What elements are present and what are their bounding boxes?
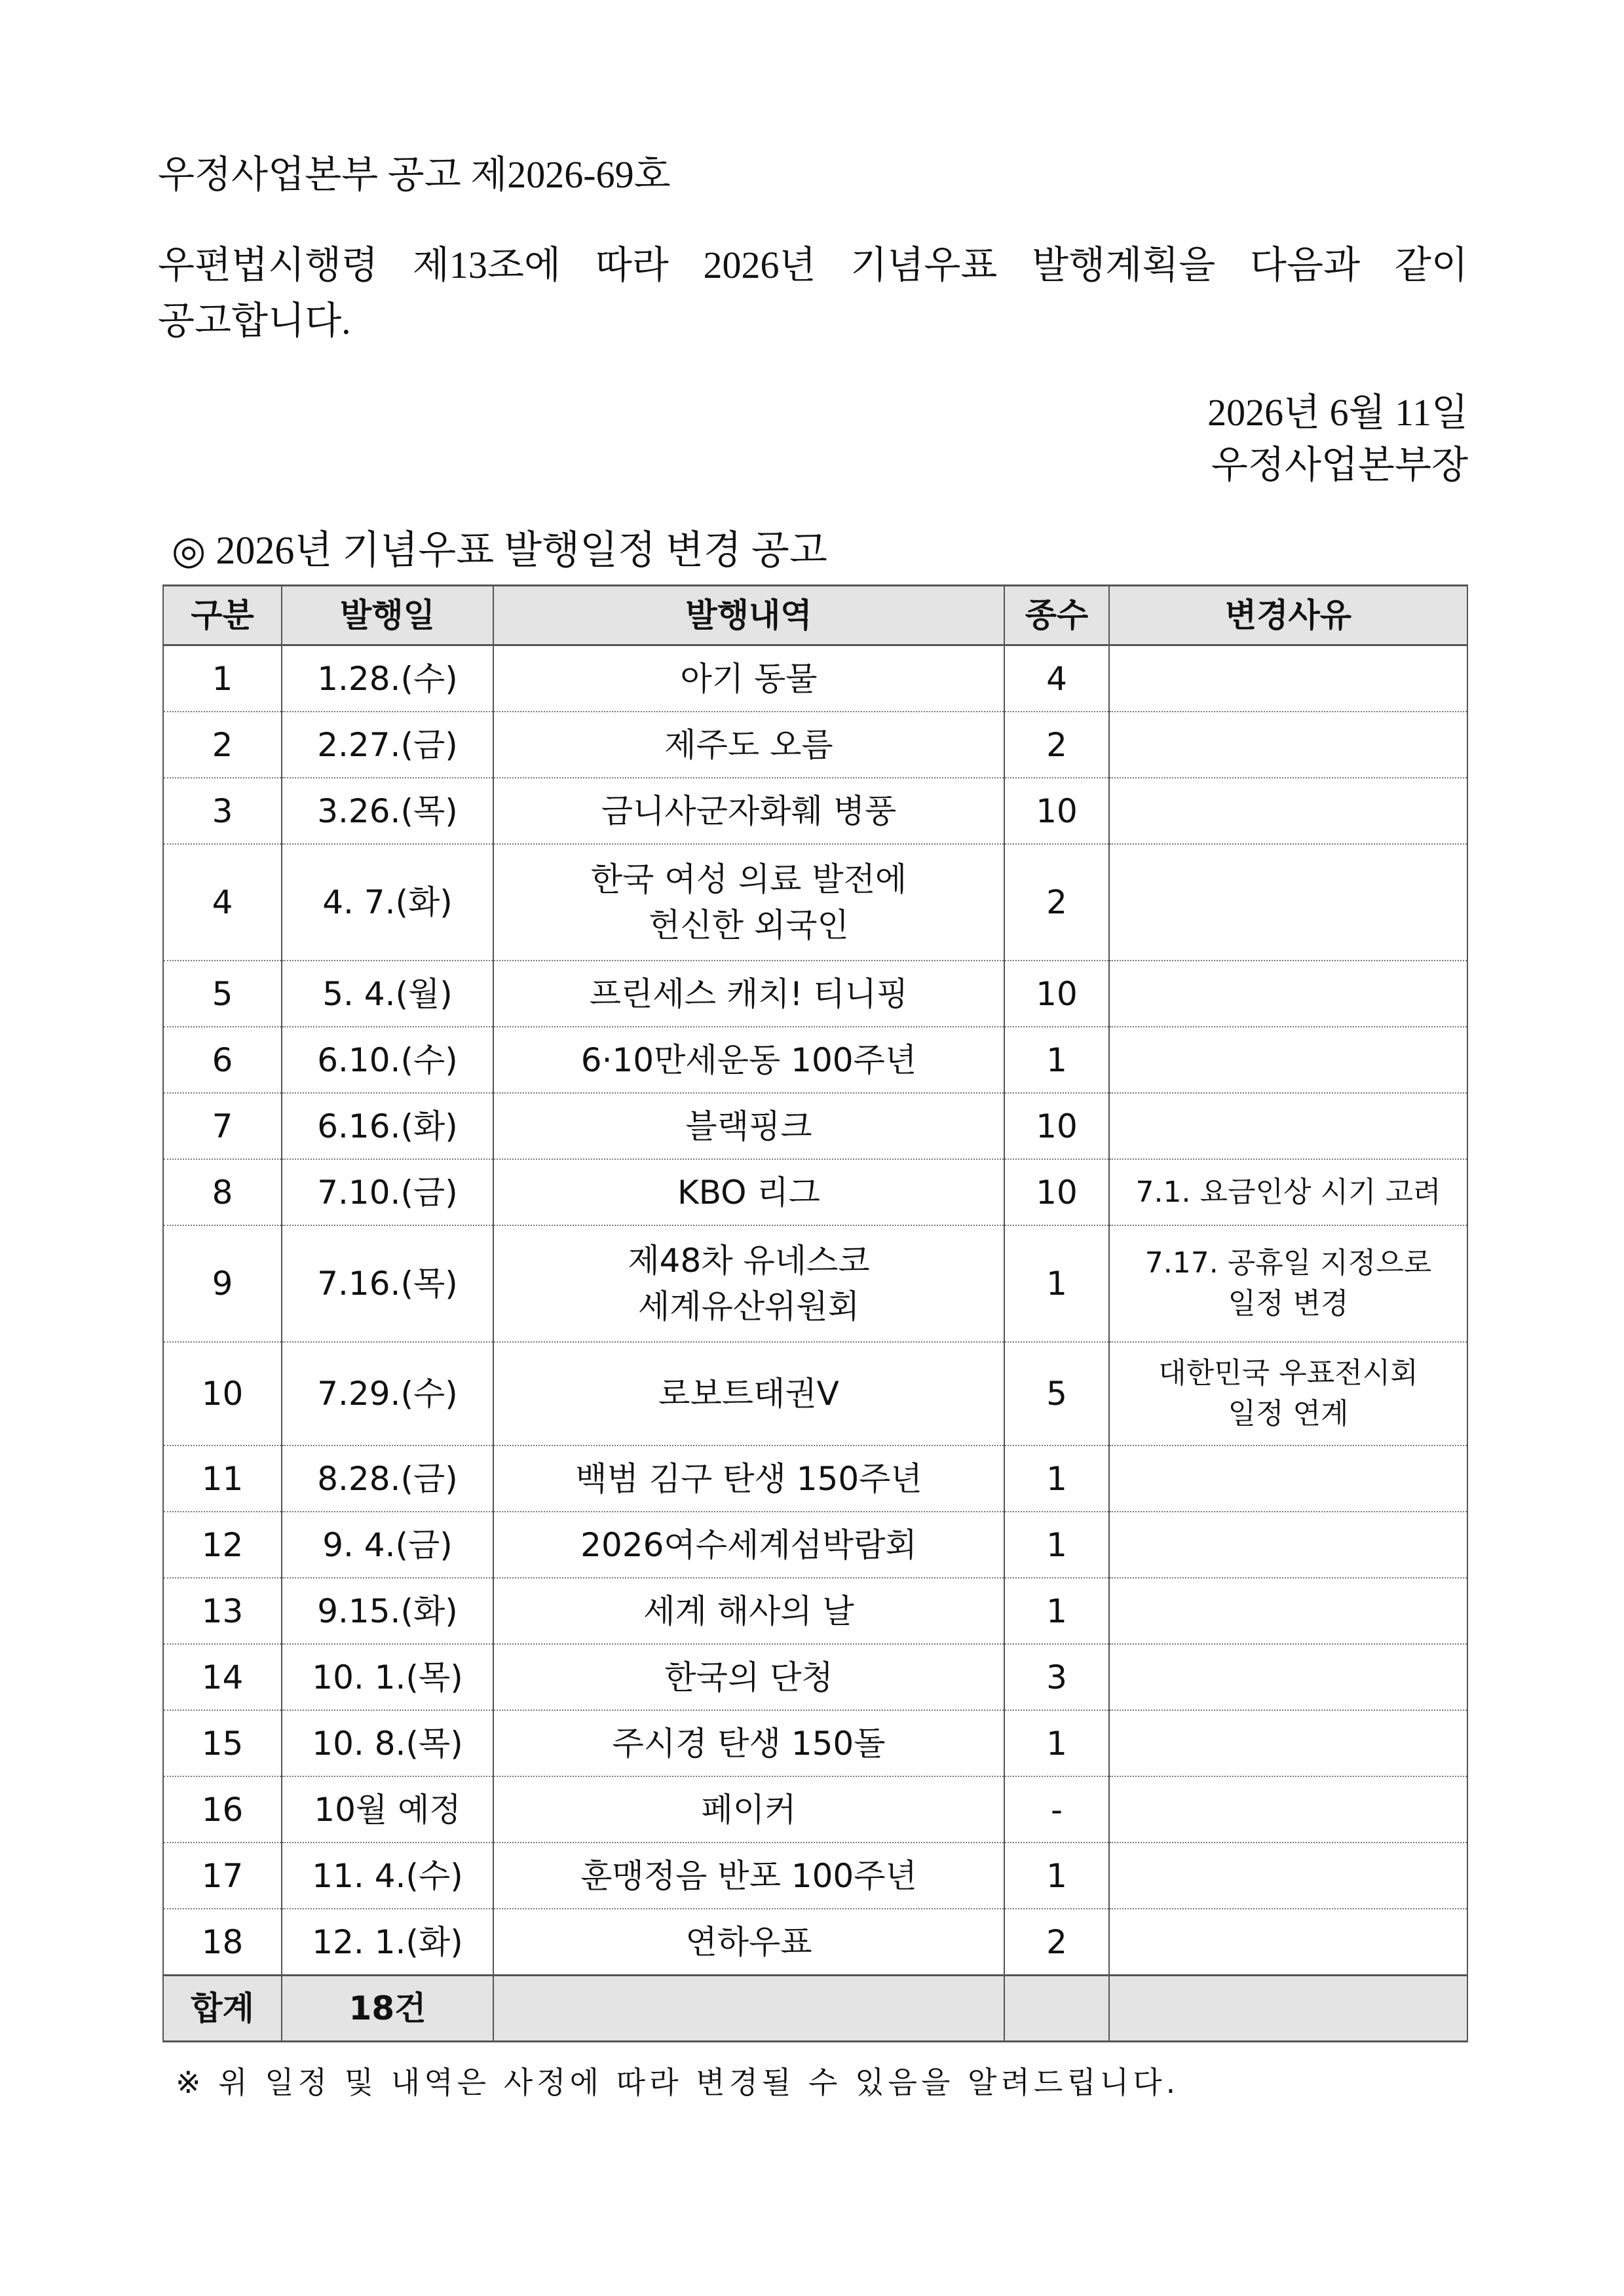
- issue-date-text: 11. 4.(수): [312, 1856, 463, 1895]
- header-issue-item: 발행내역: [493, 586, 1004, 645]
- issue-item-text: KBO 리그: [677, 1173, 821, 1212]
- issue-item-text: 페이커: [701, 1790, 797, 1829]
- row-number-text: 2: [212, 725, 233, 764]
- stamp-count-text: 1: [1046, 1856, 1067, 1895]
- issue-item: [493, 1776, 1004, 1843]
- stamp-count-text: 5: [1046, 1375, 1067, 1413]
- stamp-count-text: 1: [1046, 1265, 1067, 1303]
- header-change-reason: 변경사유: [1109, 586, 1467, 645]
- change-reason: [1109, 1093, 1467, 1159]
- stamp-count-text: 1: [1046, 1041, 1067, 1079]
- stamp-count-text: 1: [1046, 1724, 1067, 1763]
- stamp-count-text: 1: [1046, 1525, 1067, 1564]
- issue-date: [282, 1843, 493, 1909]
- table-row: [163, 1159, 1467, 1225]
- table-row: [163, 1445, 1467, 1512]
- table-row: [163, 645, 1467, 712]
- stamp-count: [1004, 1776, 1109, 1843]
- change-reason: [1109, 1512, 1467, 1578]
- stamp-count-text: 10: [1036, 1107, 1078, 1145]
- stamp-count-text: 1: [1046, 1459, 1067, 1498]
- row-number-text: 17: [201, 1856, 244, 1895]
- issue-item-text: 백범 김구 탄생 150주년: [575, 1459, 922, 1498]
- table-row: [163, 778, 1467, 844]
- issue-date: [282, 1578, 493, 1644]
- section-title: ◎ 2026년 기념우표 발행일정 변경 공고: [172, 529, 827, 572]
- table-body: [163, 645, 1467, 1976]
- issue-date-text: 4. 7.(화): [322, 883, 453, 921]
- intro-line-2: 공고합니다.: [158, 299, 351, 342]
- intro-word: 발행계획을: [1032, 244, 1216, 286]
- issue-date: [282, 1093, 493, 1159]
- total-empty-cell: [1109, 1976, 1467, 2042]
- table-row: [163, 961, 1467, 1027]
- issue-date: [282, 1159, 493, 1225]
- issue-item: [493, 1578, 1004, 1644]
- stamp-count: [1004, 1909, 1109, 1976]
- row-number-text: 12: [201, 1525, 244, 1564]
- total-row: [163, 1976, 1467, 2042]
- issue-item-text: 6·10만세운동 100주년: [580, 1041, 917, 1079]
- row-number-text: 18: [201, 1923, 244, 1961]
- table-row: [163, 1093, 1467, 1159]
- row-number: [163, 1710, 282, 1776]
- change-reason: [1109, 1445, 1467, 1512]
- table-row: [163, 1225, 1467, 1342]
- issue-item: [493, 1644, 1004, 1710]
- row-number: [163, 1909, 282, 1976]
- stamp-count: [1004, 1578, 1109, 1644]
- header-row: [163, 586, 1467, 645]
- issue-date: [282, 1776, 493, 1843]
- issue-item-text: 아기 동물: [680, 659, 818, 698]
- intro-word: 다음과: [1250, 244, 1361, 286]
- intro-word: 2026년: [703, 244, 816, 286]
- intro-word: 같이: [1394, 244, 1468, 286]
- change-reason: [1109, 1027, 1467, 1093]
- schedule-table: [162, 584, 1468, 2042]
- issue-date: [282, 1644, 493, 1710]
- footnote: ※ 위 일정 및 내역은 사정에 따라 변경될 수 있음을 알려드립니다.: [176, 2065, 1180, 2100]
- row-number-text: 5: [212, 974, 233, 1013]
- stamp-count: [1004, 1225, 1109, 1342]
- row-number: [163, 844, 282, 961]
- row-number-text: 3: [212, 792, 233, 830]
- intro-word: 제13조에: [412, 244, 561, 286]
- issue-item: [493, 844, 1004, 961]
- table-row: [163, 1578, 1467, 1644]
- row-number: [163, 1093, 282, 1159]
- issue-date: [282, 1225, 493, 1342]
- total-value: 18건: [282, 1976, 493, 2042]
- header-count: 종수: [1004, 586, 1109, 645]
- issue-item: [493, 1909, 1004, 1976]
- row-number-text: 10: [201, 1375, 244, 1413]
- intro-line-1: [158, 242, 1468, 288]
- stamp-count-text: 2: [1046, 725, 1067, 764]
- issue-date-text: 8.28.(금): [317, 1459, 458, 1498]
- stamp-count: [1004, 645, 1109, 712]
- change-reason: [1109, 1342, 1467, 1445]
- issue-item: [493, 1159, 1004, 1225]
- row-number: [163, 645, 282, 712]
- issue-item-text: 금니사군자화훼 병풍: [601, 792, 897, 830]
- row-number-text: 16: [201, 1790, 244, 1829]
- header-issue-date: 발행일: [282, 586, 493, 645]
- stamp-count-text: 10: [1036, 792, 1078, 830]
- table-row: [163, 1909, 1467, 1976]
- issue-item: [493, 1093, 1004, 1159]
- stamp-count: [1004, 1093, 1109, 1159]
- row-number-text: 13: [201, 1592, 244, 1630]
- stamp-count-text: 2: [1046, 883, 1067, 921]
- intro-word: 우편법시행령: [158, 244, 379, 286]
- row-number: [163, 1342, 282, 1445]
- row-number-text: 7: [212, 1107, 233, 1145]
- issue-item-text: 로보트태권V: [658, 1375, 839, 1413]
- row-number-text: 6: [212, 1041, 233, 1079]
- issue-date-text: 9. 4.(금): [322, 1525, 453, 1564]
- table-row: [163, 1710, 1467, 1776]
- row-number: [163, 1843, 282, 1909]
- change-reason: [1109, 1843, 1467, 1909]
- change-reason: [1109, 645, 1467, 712]
- row-number-text: 1: [212, 659, 233, 698]
- stamp-count-text: 3: [1046, 1658, 1067, 1696]
- stamp-count-text: 4: [1046, 659, 1067, 698]
- issue-item-text: 제48차 유네스코 세계유산위원회: [628, 1242, 870, 1326]
- issue-date: [282, 712, 493, 778]
- stamp-count-text: -: [1050, 1790, 1063, 1829]
- change-reason: [1109, 844, 1467, 961]
- table-row: [163, 1644, 1467, 1710]
- table-row: [163, 1776, 1467, 1843]
- issue-item-text: 프린세스 캐치! 티니핑: [589, 974, 909, 1013]
- stamp-count-text: 10: [1036, 1173, 1078, 1212]
- issue-date: [282, 1027, 493, 1093]
- issue-item: [493, 712, 1004, 778]
- row-number: [163, 1159, 282, 1225]
- total-label: 합계: [163, 1976, 282, 2042]
- change-reason: [1109, 712, 1467, 778]
- stamp-count: [1004, 1644, 1109, 1710]
- row-number: [163, 712, 282, 778]
- issue-date-text: 6.10.(수): [317, 1041, 458, 1079]
- notice-date: 2026년 6월 11일: [1207, 391, 1468, 434]
- total-empty-cell: [493, 1976, 1004, 2042]
- table-row: [163, 712, 1467, 778]
- row-number-text: 14: [201, 1658, 244, 1696]
- change-reason: [1109, 778, 1467, 844]
- table-row: [163, 1027, 1467, 1093]
- issue-item-text: 훈맹정음 반포 100주년: [580, 1856, 917, 1895]
- stamp-count: [1004, 1843, 1109, 1909]
- issue-date-text: 5. 4.(월): [322, 974, 453, 1013]
- row-number: [163, 1027, 282, 1093]
- issue-item-text: 주시경 탄생 150돌: [612, 1724, 886, 1763]
- issue-item-text: 한국의 단청: [664, 1658, 833, 1696]
- row-number-text: 15: [201, 1724, 244, 1763]
- issue-item: [493, 645, 1004, 712]
- row-number-text: 4: [212, 883, 233, 921]
- issue-item: [493, 1225, 1004, 1342]
- issue-item: [493, 961, 1004, 1027]
- issue-date-text: 10. 1.(목): [312, 1658, 463, 1696]
- issue-item: [493, 1027, 1004, 1093]
- issue-date: [282, 1445, 493, 1512]
- row-number: [163, 778, 282, 844]
- stamp-count: [1004, 778, 1109, 844]
- issue-item: [493, 1512, 1004, 1578]
- change-reason-text: 7.17. 공휴일 지정으로 일정 변경: [1144, 1246, 1432, 1320]
- issue-date: [282, 778, 493, 844]
- issue-item: [493, 1843, 1004, 1909]
- issue-date-text: 7.29.(수): [317, 1375, 458, 1413]
- change-reason: [1109, 1710, 1467, 1776]
- table-row: [163, 844, 1467, 961]
- stamp-count-text: 1: [1046, 1592, 1067, 1630]
- issue-date: [282, 1909, 493, 1976]
- issue-item-text: 연하우표: [685, 1923, 812, 1961]
- stamp-count: [1004, 844, 1109, 961]
- change-reason: [1109, 1644, 1467, 1710]
- issue-item-text: 세계 해사의 날: [643, 1592, 854, 1630]
- issue-date-text: 3.26.(목): [317, 792, 458, 830]
- change-reason: [1109, 1776, 1467, 1843]
- stamp-count: [1004, 1512, 1109, 1578]
- change-reason: [1109, 961, 1467, 1027]
- total-empty-cell: [1004, 1976, 1109, 2042]
- issue-date: [282, 844, 493, 961]
- row-number-text: 9: [212, 1265, 233, 1303]
- issue-date-text: 10. 8.(목): [312, 1724, 463, 1763]
- issue-date: [282, 1342, 493, 1445]
- row-number: [163, 1776, 282, 1843]
- change-reason: [1109, 1225, 1467, 1342]
- stamp-count: [1004, 1027, 1109, 1093]
- issue-item: [493, 1342, 1004, 1445]
- row-number-text: 8: [212, 1173, 233, 1212]
- row-number: [163, 1644, 282, 1710]
- issue-date: [282, 961, 493, 1027]
- row-number-text: 11: [201, 1459, 244, 1498]
- issue-item: [493, 1710, 1004, 1776]
- issue-item: [493, 778, 1004, 844]
- change-reason-text: 7.1. 요금인상 시기 고려: [1135, 1175, 1441, 1209]
- row-number: [163, 961, 282, 1027]
- issue-date-text: 6.16.(화): [317, 1107, 458, 1145]
- intro-word: 기념우표: [850, 244, 998, 286]
- row-number: [163, 1225, 282, 1342]
- notice-number: 우정사업본부 공고 제2026-69호: [158, 153, 671, 196]
- change-reason: [1109, 1578, 1467, 1644]
- table-row: [163, 1342, 1467, 1445]
- stamp-count-text: 2: [1046, 1923, 1067, 1961]
- issue-date-text: 12. 1.(화): [312, 1923, 463, 1961]
- change-reason-text: 대한민국 우표전시회 일정 연계: [1158, 1356, 1418, 1430]
- stamp-count: [1004, 1159, 1109, 1225]
- header-no: 구분: [163, 586, 282, 645]
- stamp-count: [1004, 1342, 1109, 1445]
- issue-date-text: 7.10.(금): [317, 1173, 458, 1212]
- issue-date: [282, 1512, 493, 1578]
- issuer-name: 우정사업본부장: [1211, 444, 1468, 486]
- issue-item: [493, 1445, 1004, 1512]
- issue-date: [282, 1710, 493, 1776]
- stamp-count: [1004, 961, 1109, 1027]
- stamp-count: [1004, 1710, 1109, 1776]
- issue-date-text: 7.16.(목): [317, 1265, 458, 1303]
- issue-date-text: 2.27.(금): [317, 725, 458, 764]
- issue-date: [282, 645, 493, 712]
- stamp-count: [1004, 712, 1109, 778]
- row-number: [163, 1445, 282, 1512]
- table-row: [163, 1843, 1467, 1909]
- stamp-count: [1004, 1445, 1109, 1512]
- table-row: [163, 1512, 1467, 1578]
- stamp-count-text: 10: [1036, 974, 1078, 1013]
- issue-date-text: 9.15.(화): [317, 1592, 458, 1630]
- issue-item-text: 제주도 오름: [664, 725, 833, 764]
- issue-item-text: 한국 여성 의료 발전에 헌신한 외국인: [590, 860, 907, 944]
- change-reason: [1109, 1909, 1467, 1976]
- row-number: [163, 1578, 282, 1644]
- intro-word: 따라: [595, 244, 669, 286]
- row-number: [163, 1512, 282, 1578]
- change-reason: [1109, 1159, 1467, 1225]
- issue-item-text: 2026여수세계섬박람회: [580, 1525, 917, 1564]
- issue-date-text: 10월 예정: [314, 1790, 461, 1829]
- issue-date-text: 1.28.(수): [317, 659, 458, 698]
- issue-item-text: 블랙핑크: [685, 1107, 812, 1145]
